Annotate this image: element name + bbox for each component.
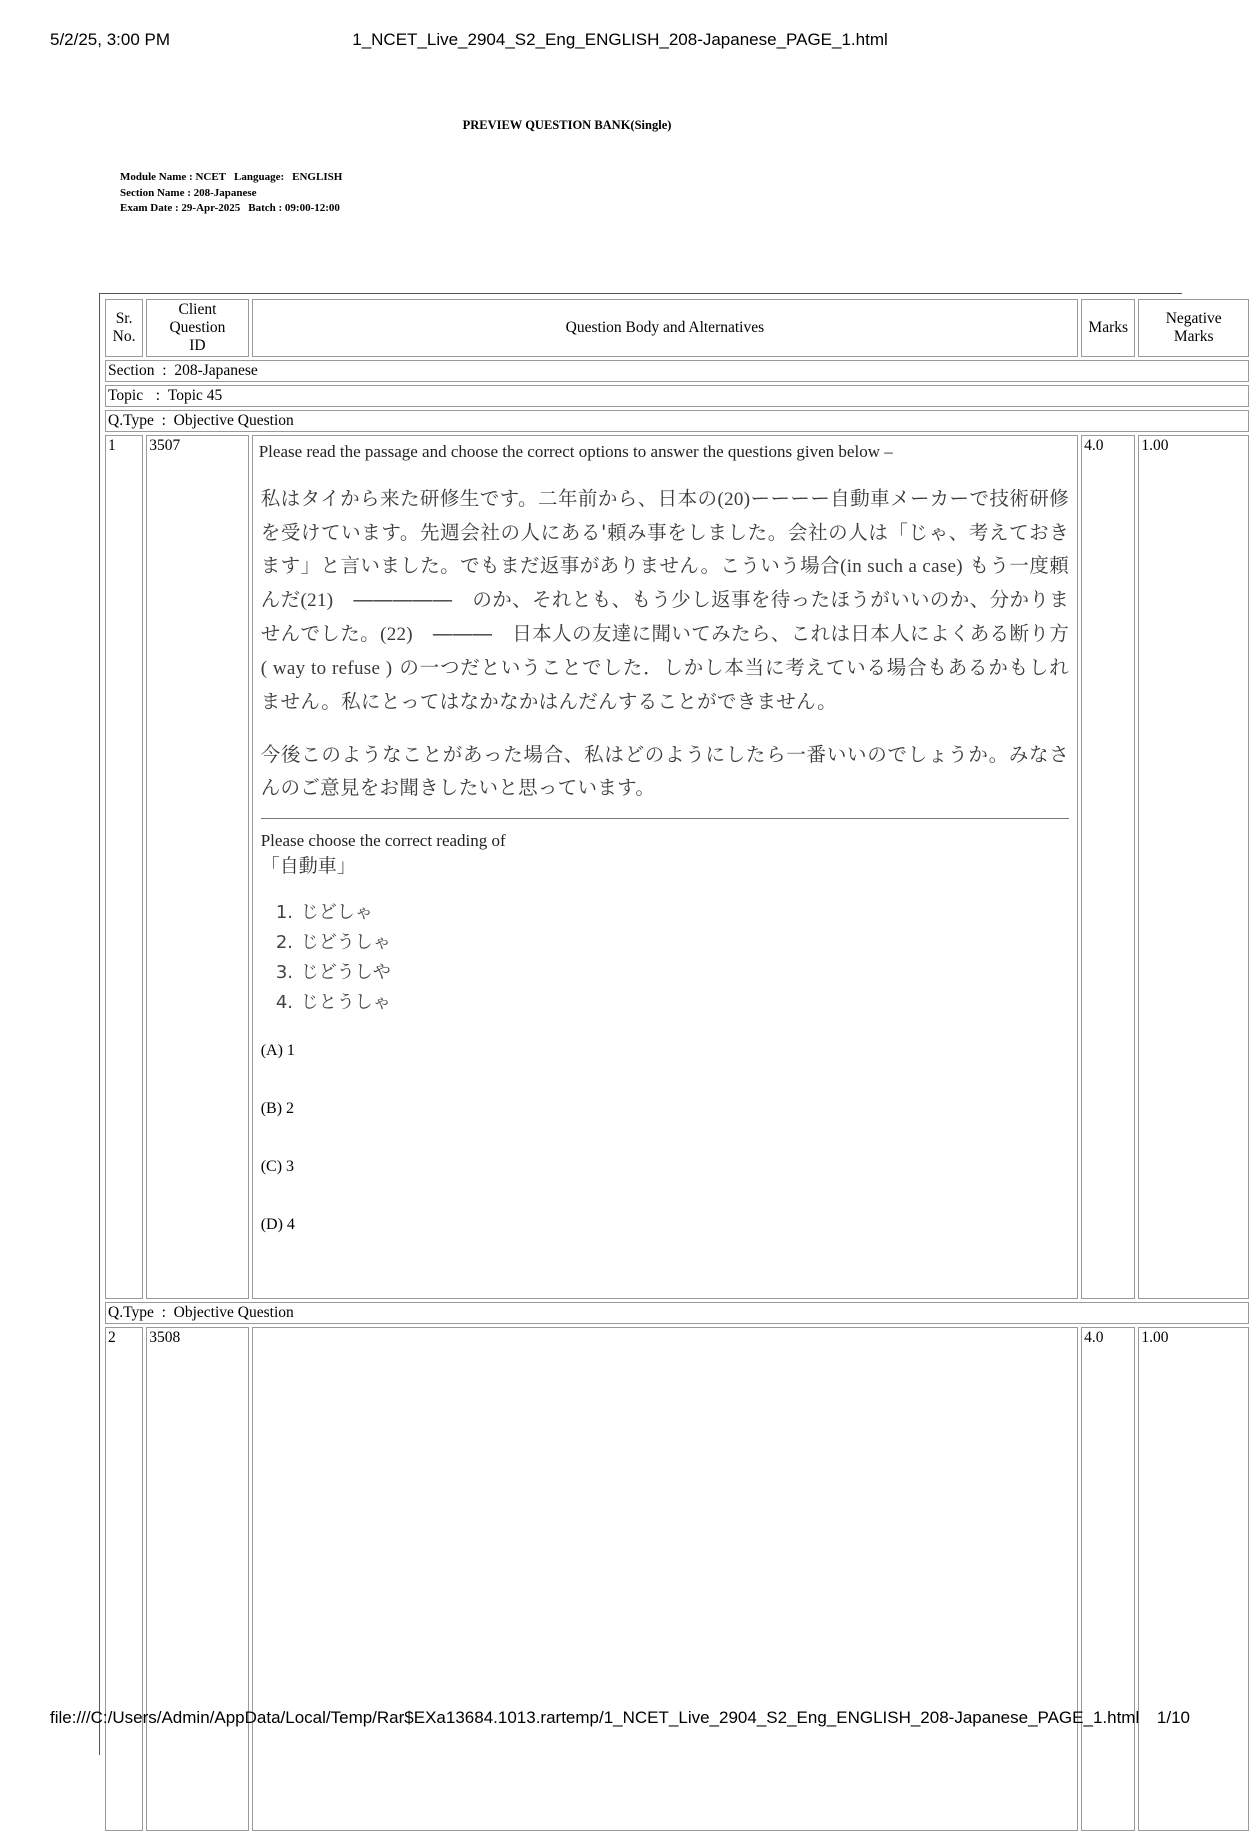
question-instruction: Please read the passage and choose the correct options to answer the questions given below –: [258, 442, 893, 461]
question-divider: [261, 818, 1069, 819]
print-title: 1_NCET_Live_2904_S2_Eng_ENGLISH_208-Japanese_PAGE_1.html: [352, 30, 888, 49]
passage-paragraph: 私はタイから来た研修生です。二年前から、日本の(20)ーーーー自動車メーカーで技術研修を受けています。先週会社の人にある'頼み事をしました。会社の人は「じゃ、考えておきます」と言いました。でもまだ返事がありません。こういう場合(in such a case) もう一度頼んだ(21) ――――― のか、それとも、もう少し返事を待ったほうがいいのか、分かりませんでした。(22) ――― 日本人の友達に聞いてみたら、これは日本人によくある断り方( way to refuse ) の一つだということでした．しかし本当に考えている場合もあるかもしれません。私にとってはなかなかはんだんすることができません。: [260, 487, 1070, 713]
topic-label: Topic: [108, 387, 144, 404]
question-sr-no: 2: [105, 1327, 143, 1831]
batch: Batch : 09:00-12:00: [248, 202, 340, 214]
header-marks: Marks: [1081, 299, 1135, 357]
qtype-label: Q.Type: [108, 412, 154, 429]
reading-option: 4. じとうしゃ: [299, 988, 1075, 1018]
qtype-row: Q.Type : Objective Question: [105, 1302, 1249, 1324]
print-footer: [50, 1708, 1190, 1732]
question-marks: 4.0: [1081, 1327, 1135, 1831]
print-header: [50, 30, 1190, 54]
question-negative-marks: 1.00: [1138, 435, 1249, 1299]
question-body: [252, 435, 1078, 1299]
alternative-d: (D) 4: [260, 1216, 295, 1233]
section-label: Section: [108, 362, 155, 379]
qtype-value: Objective Question: [173, 412, 294, 429]
question-marks: 4.0: [1081, 435, 1135, 1299]
question-table-frame: [99, 293, 1222, 1755]
document-title: PREVIEW QUESTION BANK(Single): [462, 118, 672, 132]
print-url: file:///C:/Users/Admin/AppData/Local/Temp/Rar$EXa13684.1013.rartemp/1_NCET_Live_2904_S2_Eng_ENGLISH_208-Japanese_PAGE_1.html: [50, 1708, 1140, 1727]
question-negative-marks: 1.00: [1138, 1327, 1249, 1831]
reading-option: 3. じどうしや: [299, 958, 1075, 988]
exam-meta: [120, 170, 342, 217]
table-header-row: [105, 299, 1249, 357]
header-sr-no: Sr. No.: [105, 299, 143, 357]
qtype-label: Q.Type: [108, 1304, 154, 1321]
question-body: [252, 1327, 1078, 1831]
print-page-number: 1/10: [1156, 1708, 1190, 1727]
alternative-c: (C) 3: [260, 1158, 295, 1175]
language-value: ENGLISH: [292, 171, 343, 183]
question-client-id: 3508: [146, 1327, 249, 1831]
language-label: Language:: [234, 171, 285, 183]
alternative-a: (A) 1: [260, 1042, 295, 1059]
question-table: [102, 296, 1252, 1834]
passage-paragraph: 今後このようなことがあった場合、私はどのようにしたら一番いいのでしょうか。みなさんのご意見をお聞きしたいと思っています。: [260, 743, 1070, 799]
module-name: Module Name : NCET: [120, 171, 227, 183]
print-datetime: 5/2/25, 3:00 PM: [50, 30, 171, 49]
topic-value: Topic 45: [167, 387, 223, 404]
reading-options: [255, 898, 1075, 1018]
section-name: Section Name : 208-Japanese: [120, 186, 257, 199]
header-negative-marks: Negative Marks: [1138, 299, 1249, 357]
topic-row: Topic : Topic 45: [105, 385, 1249, 407]
reading-option: 1. じどしゃ: [299, 898, 1075, 928]
section-value: 208-Japanese: [174, 362, 258, 379]
header-client-question-id: Client Question ID: [146, 299, 249, 357]
question-sr-no: 1: [105, 435, 143, 1299]
sub-question-kanji: 「自動車」: [260, 855, 356, 877]
alternative-b: (B) 2: [260, 1100, 295, 1117]
reading-option: 2. じどうしゃ: [299, 928, 1075, 958]
question-row: [105, 1327, 1249, 1831]
section-row: Section : 208-Japanese: [105, 360, 1249, 382]
question-client-id: 3507: [146, 435, 249, 1299]
question-row: [105, 435, 1249, 1299]
qtype-value: Objective Question: [173, 1304, 294, 1321]
exam-date: Exam Date : 29-Apr-2025: [120, 202, 241, 214]
sub-question: Please choose the correct reading of: [260, 831, 506, 850]
qtype-row: Q.Type : Objective Question: [105, 410, 1249, 432]
header-question-body: Question Body and Alternatives: [252, 299, 1078, 357]
